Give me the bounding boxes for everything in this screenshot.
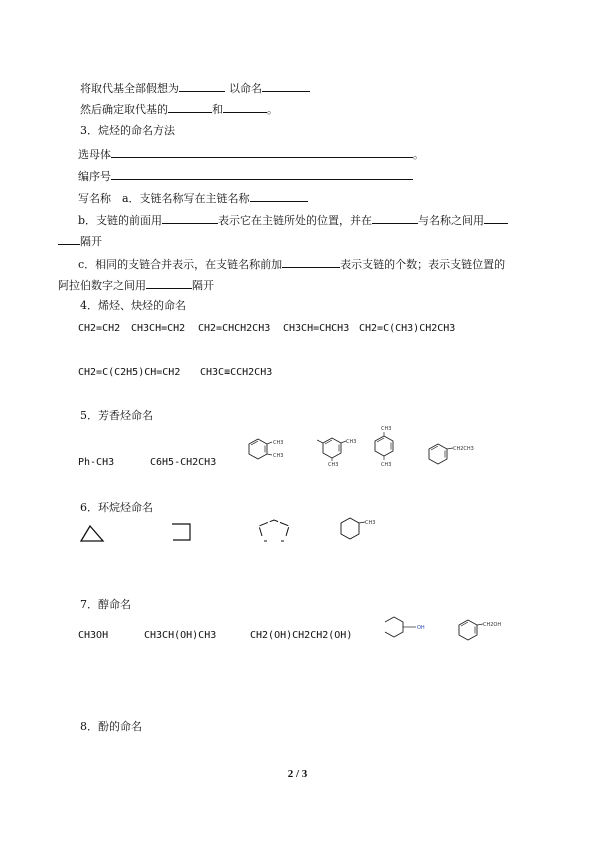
cyclopentane-structure <box>256 518 292 544</box>
alkene-formula: CH2=CHCH2CH3 <box>198 323 271 334</box>
line-write-name: 写名称 a．支链名称写在主链名称 <box>78 190 308 206</box>
methyl-label: CH3 <box>273 453 284 459</box>
cyclohexanol-structure <box>382 614 426 642</box>
alkene-formula: CH3CH=CHCH3 <box>283 323 350 334</box>
methylcyclohexane-structure <box>338 514 378 546</box>
blank <box>58 233 80 245</box>
blank <box>223 101 267 113</box>
m-xylene-structure <box>316 432 358 468</box>
cyclopropane-structure <box>79 524 109 546</box>
blank <box>111 168 413 180</box>
hydroxymethyl-label: CH2OH <box>483 622 502 628</box>
section-5-title: 5．芳香烃命名 <box>80 409 153 422</box>
line-select-parent: 选母体 。 <box>78 148 424 161</box>
blank <box>250 190 308 202</box>
alkene-formula: CH3CH=CH2 <box>131 323 186 334</box>
line-branch-b: b．支链的前面用 表示它在主链所处的位置，并在 与名称之间用 <box>78 212 508 228</box>
alcohol-formula: CH3CH(OH)CH3 <box>144 630 217 641</box>
o-xylene-structure <box>246 436 286 470</box>
methyl-label: CH3 <box>381 426 392 432</box>
blank <box>162 212 218 224</box>
aromatic-formula: C6H5-CH2CH3 <box>150 457 217 468</box>
line-branch-b-cont: 隔开 <box>58 233 102 249</box>
methyl-label: CH3 <box>365 520 376 526</box>
methyl-label: CH3 <box>381 462 392 468</box>
section-3-title: 3．烷烃的命名方法 <box>80 124 175 137</box>
cyclobutane-structure <box>170 522 194 542</box>
blank <box>179 80 225 92</box>
blank <box>111 146 413 158</box>
p-xylene-structure <box>372 424 402 470</box>
blank <box>484 212 508 224</box>
blank <box>146 277 192 289</box>
hydroxyl-label: OH <box>417 625 425 631</box>
section-6-title: 6．环烷烃命名 <box>80 501 153 514</box>
ethylbenzene-structure <box>426 440 490 470</box>
line-branch-c: c．相同的支链合并表示，在支链名称前加 表示支链的个数；表示支链位置的 <box>78 258 506 271</box>
section-8-title: 8．酚的命名 <box>80 720 142 733</box>
blank <box>282 256 340 268</box>
blank <box>168 101 212 113</box>
ethyl-label: CH2CH3 <box>453 446 474 452</box>
benzyl-alcohol-structure <box>456 616 516 644</box>
line-substituent-assume: 将取代基全部假想为 以命名 <box>80 80 310 96</box>
blank <box>262 80 310 92</box>
alkene-formula: CH2=C(CH3)CH2CH3 <box>359 323 456 334</box>
line-determine-substituent: 然后确定取代基的 和 。 <box>80 103 278 116</box>
page-number: 2 / 3 <box>287 768 308 780</box>
methyl-label: CH3 <box>273 440 284 446</box>
line-branch-c-cont: 阿拉伯数字之间用 隔开 <box>58 279 214 292</box>
alkyne-formula: CH3C≡CCH2CH3 <box>200 367 273 378</box>
methyl-label: CH3 <box>346 439 357 445</box>
alcohol-formula: CH3OH <box>78 630 109 641</box>
methyl-label: CH3 <box>328 462 339 468</box>
aromatic-formula: Ph-CH3 <box>78 457 115 468</box>
alkene-formula: CH2=CH2 <box>78 323 121 334</box>
section-7-title: 7．醇命名 <box>80 598 131 611</box>
alcohol-formula: CH2(OH)CH2CH2(OH) <box>250 630 353 641</box>
section-4-title: 4．烯烃、炔烃的命名 <box>80 299 186 312</box>
line-number-order: 编序号 <box>78 168 413 184</box>
blank <box>372 212 418 224</box>
alkene-formula: CH2=C(C2H5)CH=CH2 <box>78 367 181 378</box>
